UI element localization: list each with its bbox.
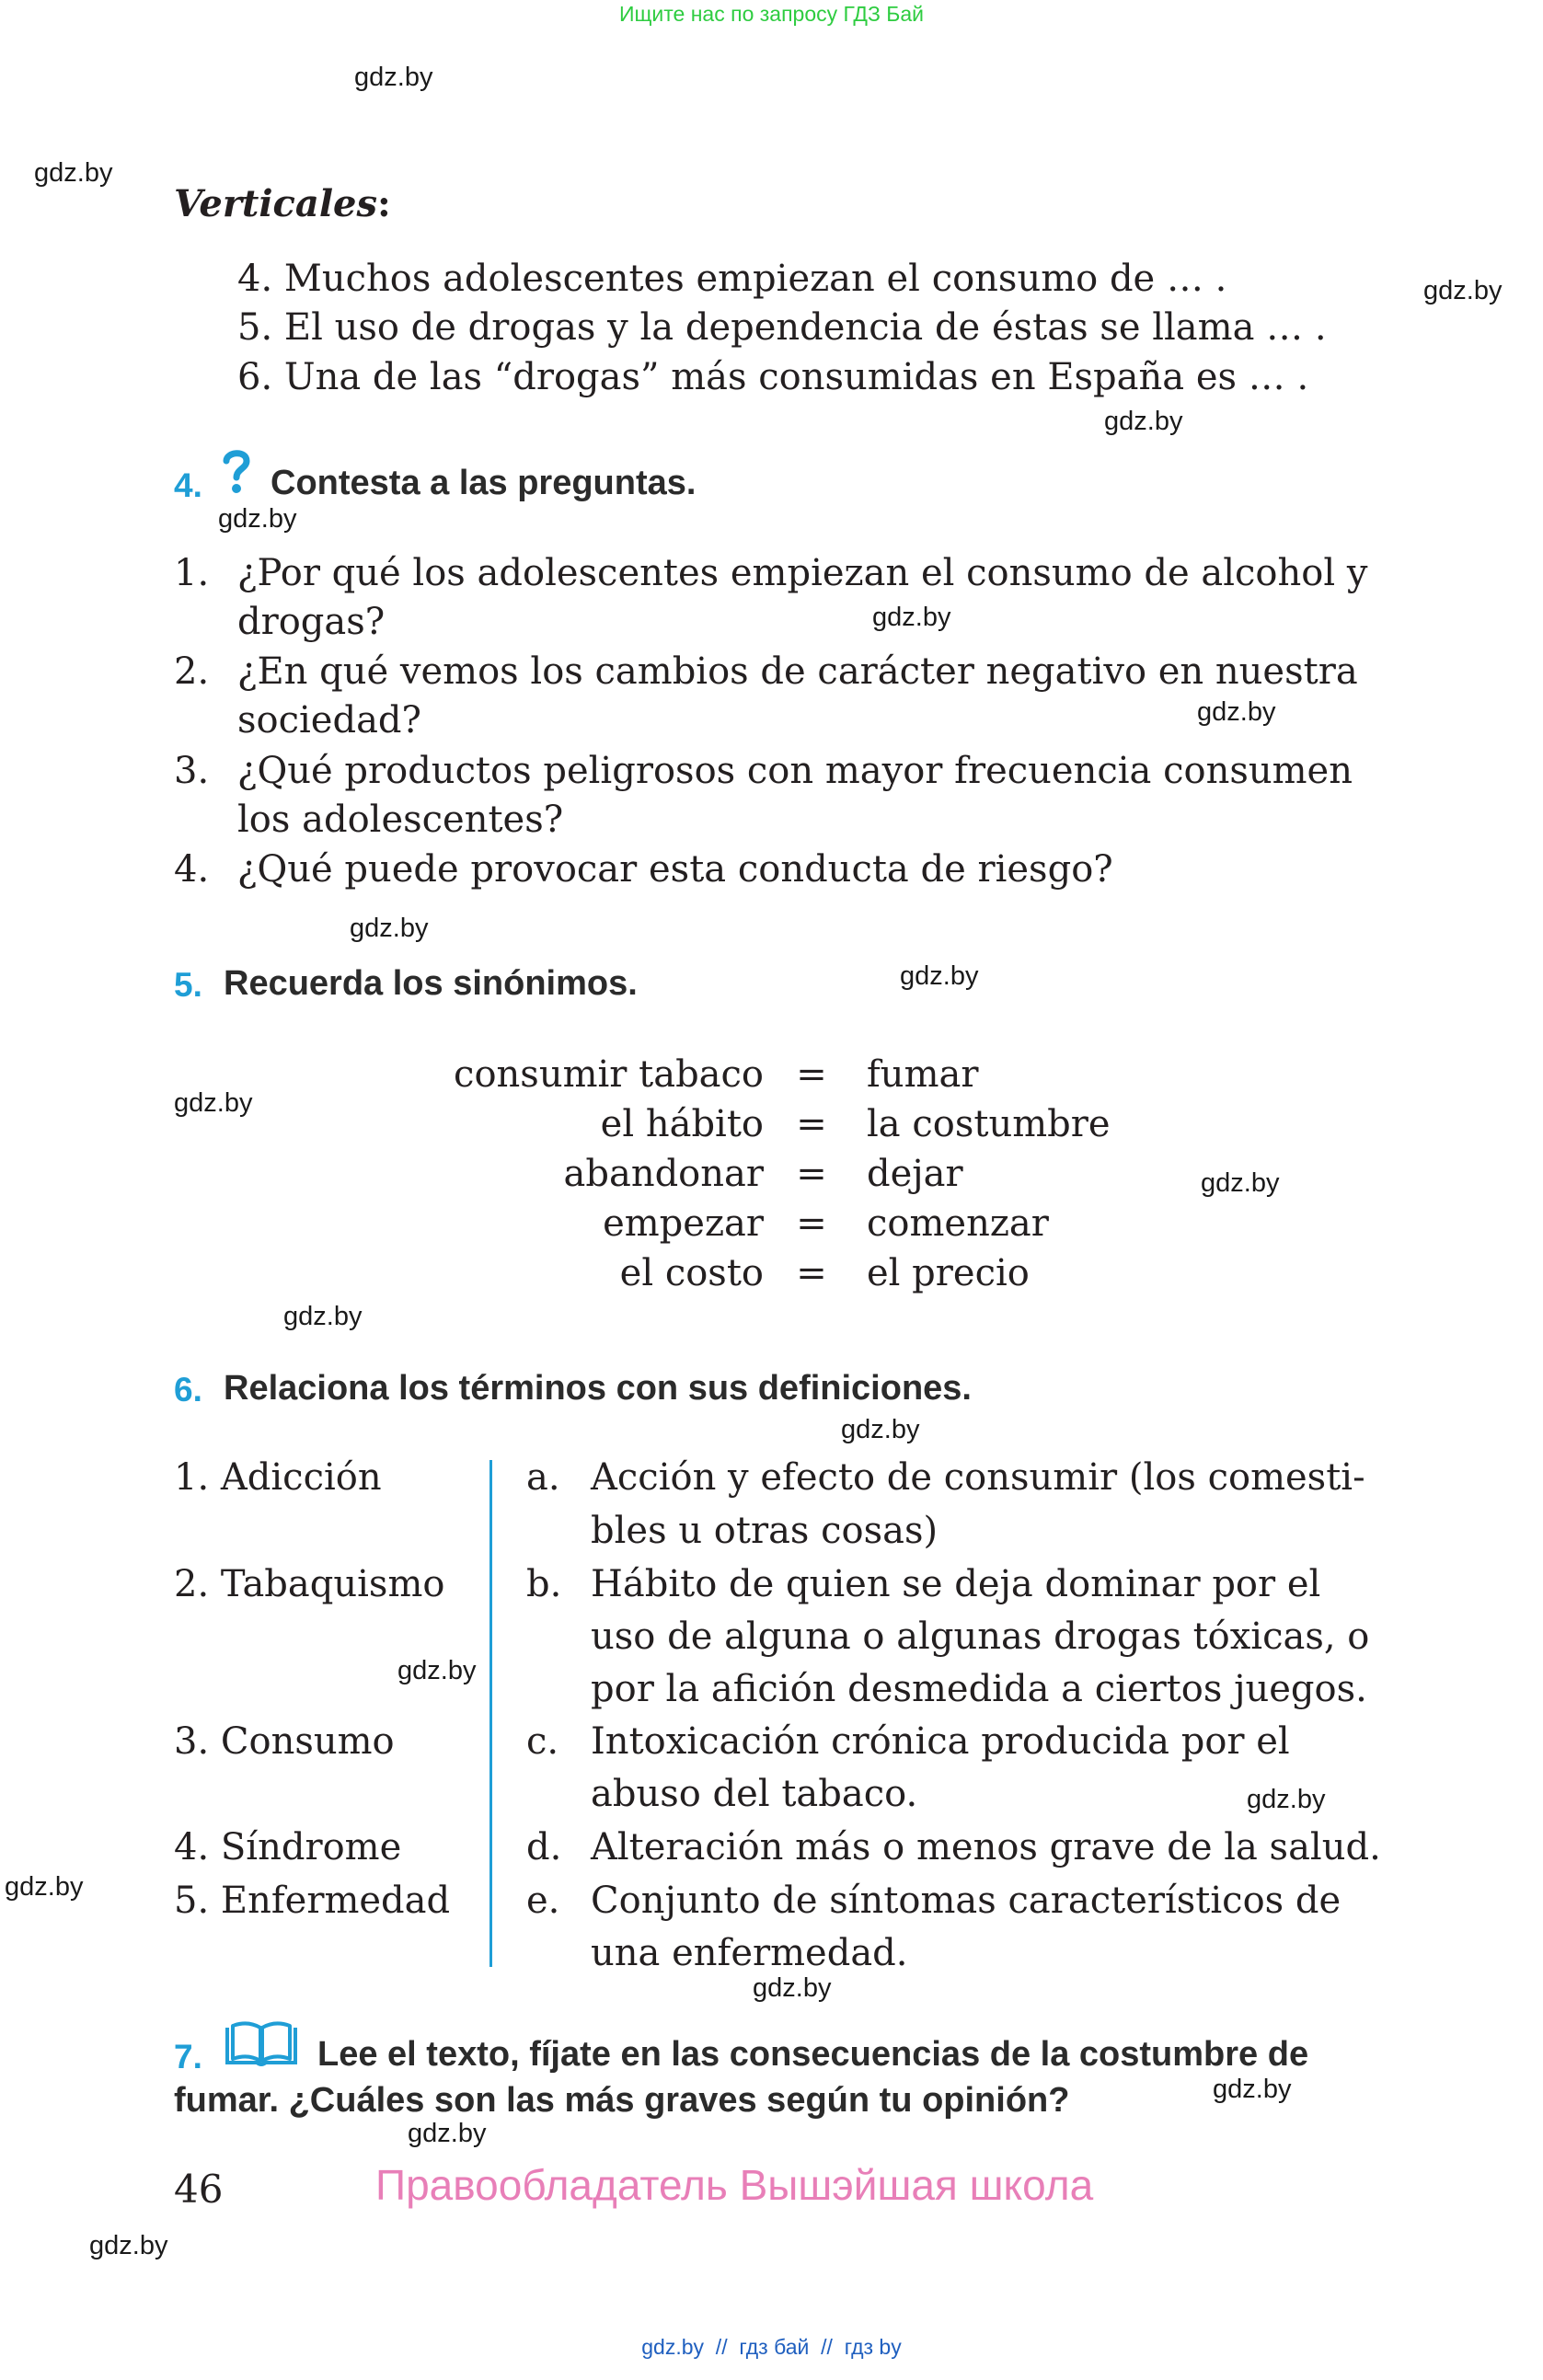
term-item: 4. Síndrome bbox=[174, 1826, 402, 1868]
question-line: los adolescentes? bbox=[237, 799, 564, 841]
question-number: 2. bbox=[174, 650, 210, 693]
column-divider bbox=[489, 1460, 492, 1967]
watermark: gdz.by bbox=[397, 1656, 477, 1685]
definition-letter: e. bbox=[526, 1880, 560, 1922]
definition-letter: d. bbox=[526, 1826, 562, 1868]
definition-line: por la afición desmedida a ciertos juegos. bbox=[591, 1668, 1367, 1710]
watermark: gdz.by bbox=[89, 2231, 168, 2260]
watermark: gdz.by bbox=[1197, 697, 1276, 727]
definition-line: bles u otras cosas) bbox=[591, 1510, 938, 1552]
definition-line: una enfermedad. bbox=[591, 1932, 908, 1974]
definition-letter: c. bbox=[526, 1720, 559, 1763]
question-line: ¿Por qué los adolescentes empiezan el consumo de alcohol y bbox=[237, 552, 1368, 594]
synonym-left: el hábito bbox=[600, 1103, 764, 1145]
task-5-number: 5. bbox=[174, 966, 202, 1004]
equals-sign: = bbox=[796, 1103, 827, 1145]
watermark: gdz.by bbox=[174, 1088, 253, 1118]
watermark: gdz.by bbox=[5, 1872, 84, 1902]
equals-sign: = bbox=[796, 1153, 827, 1195]
verticales-item-6: 6. Una de las “drogas” más consumidas en España es … . bbox=[237, 356, 1309, 398]
term-item: 2. Tabaquismo bbox=[174, 1563, 445, 1605]
watermark: gdz.by bbox=[872, 603, 951, 632]
definition-line: Hábito de quien se deja dominar por el bbox=[591, 1563, 1321, 1605]
task-4-title: Contesta a las preguntas. bbox=[271, 464, 697, 502]
watermark: gdz.by bbox=[841, 1415, 920, 1444]
watermark: gdz.by bbox=[1201, 1168, 1280, 1198]
question-number: 1. bbox=[174, 552, 210, 594]
watermark: gdz.by bbox=[218, 504, 297, 534]
synonym-left: empezar bbox=[603, 1202, 764, 1245]
page-number: 46 bbox=[174, 2167, 224, 2212]
definition-line: Alteración más o menos grave de la salud. bbox=[591, 1826, 1381, 1868]
synonym-right: comenzar bbox=[867, 1202, 1049, 1245]
definition-line: uso de alguna o algunas drogas tóxicas, o bbox=[591, 1615, 1370, 1658]
definition-letter: a. bbox=[526, 1456, 560, 1499]
question-line: ¿En qué vemos los cambios de carácter negativo en nuestra bbox=[237, 650, 1358, 693]
term-item: 1. Adicción bbox=[174, 1456, 382, 1499]
open-book-icon bbox=[224, 2020, 299, 2074]
definition-letter: b. bbox=[526, 1563, 562, 1605]
task-5-title: Recuerda los sinónimos. bbox=[224, 964, 638, 1003]
watermark: gdz.by bbox=[1247, 1785, 1326, 1814]
footer-links: gdz.by // гдз бай // гдз by bbox=[641, 2335, 902, 2359]
question-number: 4. bbox=[174, 848, 210, 891]
watermark: gdz.by bbox=[900, 961, 979, 991]
question-line: drogas? bbox=[237, 601, 386, 643]
question-number: 3. bbox=[174, 750, 210, 792]
term-item: 5. Enfermedad bbox=[174, 1880, 451, 1922]
header-watermark: Ищите нас по запросу ГДЗ Бай bbox=[618, 2, 925, 26]
definition-line: Conjunto de síntomas característicos de bbox=[591, 1880, 1341, 1922]
equals-sign: = bbox=[796, 1252, 827, 1294]
watermark: gdz.by bbox=[283, 1302, 363, 1331]
watermark: gdz.by bbox=[34, 158, 113, 188]
task-6-title: Relaciona los términos con sus definiciones. bbox=[224, 1369, 972, 1408]
synonym-left: abandonar bbox=[563, 1153, 764, 1195]
watermark: gdz.by bbox=[354, 63, 433, 92]
definition-line: abuso del tabaco. bbox=[591, 1773, 918, 1815]
synonym-right: el precio bbox=[867, 1252, 1030, 1294]
task-7-number: 7. bbox=[174, 2038, 202, 2075]
term-item: 3. Consumo bbox=[174, 1720, 395, 1763]
task-7-line-2: fumar. ¿Cuáles son las más graves según tu opinión? bbox=[174, 2081, 1070, 2120]
copyright-notice: Правообладатель Вышэйшая школа bbox=[375, 2161, 1094, 2209]
task-4-number: 4. bbox=[174, 466, 202, 504]
verticales-heading: Verticales: bbox=[174, 182, 391, 225]
watermark: gdz.by bbox=[350, 914, 429, 943]
question-line: ¿Qué puede provocar esta conducta de riesgo? bbox=[237, 848, 1113, 891]
watermark: gdz.by bbox=[408, 2119, 487, 2148]
verticales-item-5: 5. El uso de drogas y la dependencia de éstas se llama … . bbox=[237, 306, 1327, 349]
question-line: ¿Qué productos peligrosos con mayor frecuencia consumen bbox=[237, 750, 1353, 792]
verticales-item-4: 4. Muchos adolescentes empiezan el consumo de … . bbox=[237, 258, 1227, 300]
watermark: gdz.by bbox=[753, 1973, 832, 2003]
synonym-right: la costumbre bbox=[867, 1103, 1111, 1145]
equals-sign: = bbox=[796, 1053, 827, 1096]
synonym-left: consumir tabaco bbox=[454, 1053, 764, 1096]
watermark: gdz.by bbox=[1423, 276, 1503, 305]
watermark: gdz.by bbox=[1104, 407, 1183, 436]
task-7-line-1: Lee el texto, fíjate en las consecuencias de la costumbre de bbox=[317, 2035, 1309, 2074]
synonym-right: dejar bbox=[867, 1153, 963, 1195]
synonym-right: fumar bbox=[867, 1053, 979, 1096]
task-6-number: 6. bbox=[174, 1371, 202, 1408]
watermark: gdz.by bbox=[1213, 2075, 1292, 2104]
synonym-left: el costo bbox=[619, 1252, 764, 1294]
equals-sign: = bbox=[796, 1202, 827, 1245]
definition-line: Acción y efecto de consumir (los comesti- bbox=[591, 1456, 1365, 1499]
definition-line: Intoxicación crónica producida por el bbox=[591, 1720, 1290, 1763]
question-line: sociedad? bbox=[237, 699, 421, 742]
question-mark-icon bbox=[221, 448, 252, 500]
